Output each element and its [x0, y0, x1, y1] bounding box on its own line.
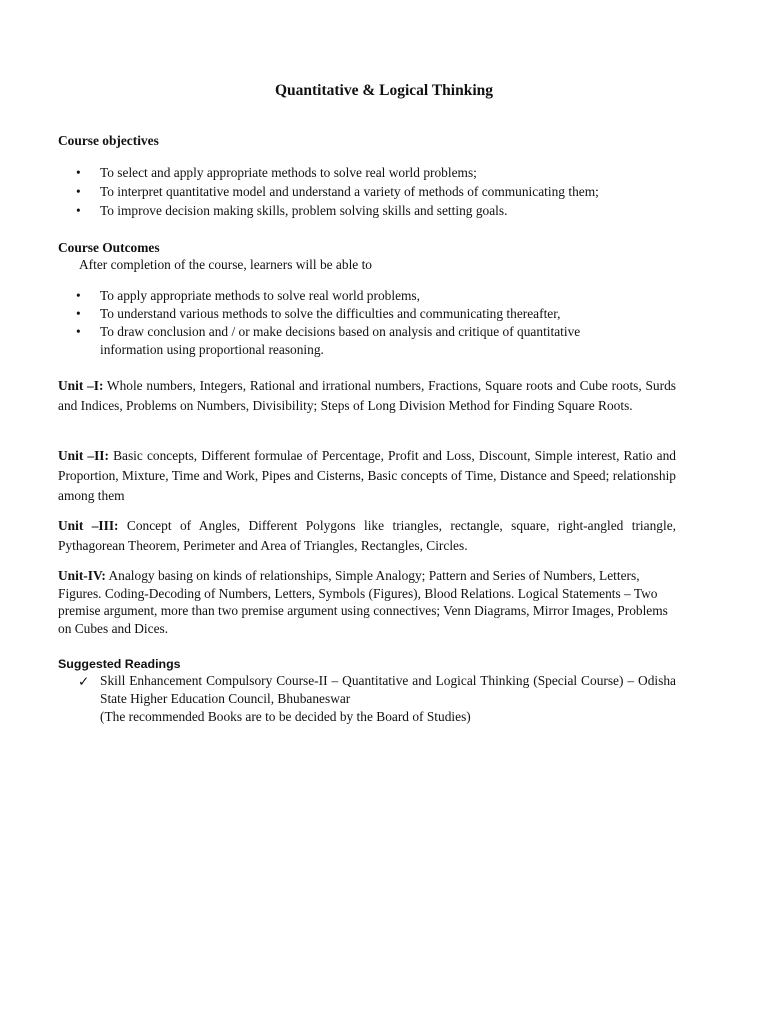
list-item [58, 305, 678, 323]
unit-label: Unit –I: [58, 378, 104, 393]
list-item [58, 287, 678, 305]
document-title: Quantitative & Logical Thinking [274, 82, 494, 99]
list-item [58, 323, 678, 359]
objectives-list [58, 163, 678, 220]
readings-list [58, 672, 676, 726]
reading-note: (The recommended Books are to be decided by the Board of Studies) [100, 709, 471, 724]
list-item [58, 201, 678, 220]
unit-label: Unit –III: [58, 518, 119, 533]
list-item-text: To apply appropriate methods to solve real world problems, [100, 288, 420, 303]
list-item [58, 163, 678, 182]
list-item-text: To select and apply appropriate methods to solve real world problems; [100, 165, 477, 180]
readings-heading: Suggested Readings [58, 657, 181, 671]
unit-label: Unit-IV: [58, 568, 106, 583]
bullet-icon: • [76, 288, 81, 303]
outcomes-heading: Course Outcomes [58, 240, 160, 255]
unit-text: Whole numbers, Integers, Rational and irrational numbers, Fractions, Square roots and Cube roots, Surds and Indices, Problems on Numbers, Divisibility; Steps of Long Division Method for Finding Square Roots. [58, 378, 676, 413]
outcomes-intro: After completion of the course, learners will be able to [79, 257, 372, 272]
objectives-heading: Course objectives [58, 133, 159, 148]
unit-1 [58, 376, 676, 416]
bullet-icon: • [76, 324, 81, 339]
list-item-text: To understand various methods to solve the difficulties and communicating thereafter, [100, 306, 561, 321]
list-item-text: To interpret quantitative model and understand a variety of methods of communicating them; [100, 184, 599, 199]
unit-text: Concept of Angles, Different Polygons like triangles, rectangle, square, right-angled triangle, Pythagorean Theorem, Perimeter and Area of Triangles, Rectangles, Circles. [58, 518, 676, 553]
unit-text: Analogy basing on kinds of relationships, Simple Analogy; Pattern and Series of Numbers, Letters, Figures. Coding-Decoding of Numbers, Letters, Symbols (Figures), Blood Relations. Logical Statements – Two premise argument, more than two premise argument using connectives; Venn Diagrams, Mirror Images, Problems on Cubes and Dices. [58, 568, 668, 636]
checkmark-icon: ✓ [78, 674, 90, 689]
bullet-icon: • [76, 165, 81, 180]
unit-text: Basic concepts, Different formulae of Percentage, Profit and Loss, Discount, Simple interest, Ratio and Proportion, Mixture, Time and Work, Pipes and Cisterns, Basic concepts of Time, Distance and Speed; relationship among them [58, 448, 676, 503]
bullet-icon: • [76, 306, 81, 321]
bullet-icon: • [76, 184, 81, 199]
bullet-icon: • [76, 203, 81, 218]
reading-item: Skill Enhancement Compulsory Course-II – Quantitative and Logical Thinking (Special Course) – Odisha State Higher Education Council, Bhubaneswar [100, 673, 676, 706]
unit-4 [58, 567, 676, 637]
outcomes-list [58, 287, 678, 359]
list-item-text: To improve decision making skills, problem solving skills and setting goals. [100, 203, 508, 218]
list-item [58, 182, 678, 201]
unit-label: Unit –II: [58, 448, 109, 463]
unit-2 [58, 446, 676, 506]
list-item-text: To draw conclusion and / or make decisions based on analysis and critique of quantitative information using proportional reasoning. [100, 324, 581, 357]
unit-3 [58, 516, 676, 556]
